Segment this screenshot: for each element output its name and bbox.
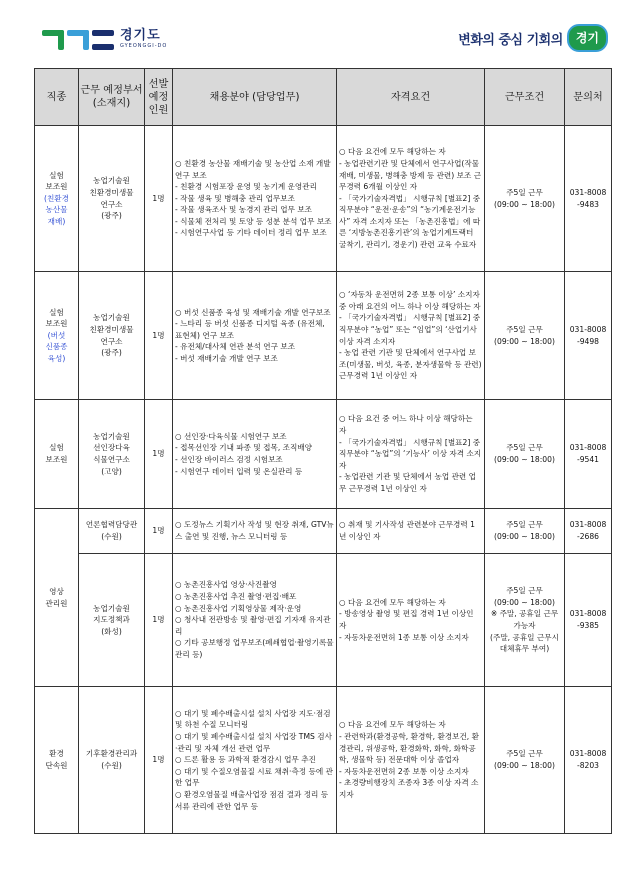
contact-cell — [565, 126, 612, 272]
qualifications-cell-line: - 「국가기술자격법」 시행규칙 [별표2] 중직무분야 “농업”의 ‘기능사’ 이상 자격 소지자 — [339, 437, 482, 470]
qualifications-cell-line: - 농업 관련 기관 및 단체에서 연구사업 보조(미생물, 버섯, 육종, 분자생물학 등 관련) 근무경력 1년 이상인 자 — [339, 348, 482, 381]
conditions-cell-line: 주5일 근무 — [506, 187, 543, 197]
qualifications-cell-line: - 관련학과(환경공학, 환경학, 환경보건, 환경관리, 위생공학, 환경화학, 화학, 화학공학, 생물학 등) 전문대학 이상 졸업자 — [339, 732, 479, 765]
contact-cell-line: 031-8008 — [569, 520, 607, 530]
duties-cell-line: ○ 농촌진흥사업 추진 촬영·편집·배포 — [175, 592, 297, 602]
duties-cell-line: - 친환경 시험포장 운영 및 농기계 운영관리 — [175, 182, 317, 192]
contact-cell — [565, 509, 612, 554]
department-cell — [79, 272, 145, 400]
conditions-cell — [485, 400, 565, 509]
conditions-cell-line: 주5일 근무 — [506, 749, 543, 759]
header-qualifications: 자격요건 — [337, 69, 485, 126]
job-type-cell-line: 관리원 — [45, 598, 68, 608]
contact-cell-line: -8203 — [576, 761, 600, 770]
logo-subtext: GYEONGGI-DO — [120, 43, 168, 49]
qualifications-cell-line: - 자동차운전면허 1종 보통 이상 소지자 — [339, 632, 469, 642]
contact-cell-line: -9385 — [576, 621, 600, 630]
job-note-line: 신품종 — [45, 342, 68, 352]
job-type-cell — [35, 687, 79, 834]
department-cell-line: 지도정책과 — [93, 615, 130, 625]
job-type-cell-line: 보조원 — [45, 319, 68, 329]
department-cell-line: 선인장다육 — [93, 443, 130, 453]
department-cell-line: 농업기술원 — [93, 176, 130, 186]
qualifications-cell-line: - 초경량비행장치 조종자 3종 이상 자격 소지자 — [339, 778, 479, 799]
contact-cell — [565, 554, 612, 687]
conditions-cell-line: (09:00 ~ 18:00) — [494, 336, 555, 346]
header-job-type: 직종 — [35, 69, 79, 126]
qualifications-cell-line: ○ 다음 요건에 모두 해당하는 자 — [339, 720, 446, 730]
conditions-cell-line: 주5일 근무 — [506, 586, 543, 596]
table-row — [35, 400, 612, 509]
duties-cell-line: ○ 선인장·다육식물 시험연구 보조 — [175, 431, 287, 441]
department-cell-line: 연구소 — [100, 336, 123, 346]
conditions-cell-line: ※ 주말, 공휴일 근무 가능자 — [490, 609, 559, 630]
contact-cell-line: 031-8008 — [569, 187, 607, 197]
duties-cell-line: ○ 청사내 전관방송 및 촬영·편집 기자재 유지관리 — [175, 615, 331, 636]
duties-cell-line: - 유전체/대사체 연관 분석 연구 보조 — [175, 342, 296, 352]
table-row — [35, 687, 612, 834]
recruitment-table — [34, 68, 612, 834]
duties-cell-line: ○ 환경오염물질 배출사업장 점검 결과 정리 등 서류 관리에 관한 업무 등 — [175, 789, 329, 811]
duties-cell-line: ○ 농촌진흥사업 영상·사진촬영 — [175, 580, 277, 590]
qualifications-cell — [337, 400, 485, 509]
department-cell-line: 친환경미생물 — [89, 324, 134, 334]
contact-cell-line: -2686 — [576, 532, 600, 541]
department-cell-line: 기후환경관리과 — [85, 749, 138, 759]
job-note-line: (버섯 — [47, 330, 66, 340]
headcount-cell: 1명 — [145, 400, 173, 509]
slogan — [458, 24, 608, 52]
conditions-cell-line: (09:00 ~ 18:00) — [494, 199, 555, 209]
qualifications-cell-line: - 「국가기술자격법」 시행규칙 [별표2] 중직무분야 “운전·운송”의 “농기계운전기능사” 자격 소지자 또는 「농촌진흥법」에 따른 ‘지방농촌진흥기관’의 농업기계트랙터 굴착기, 관리기, 경운기) 관련 교육 수료자 — [339, 193, 481, 250]
job-type-cell — [35, 126, 79, 272]
duties-cell-line: - 접목선인장 기내 파종 및 접목, 조직배양 — [175, 443, 313, 453]
qualifications-cell-line: - 농업관련 기관 및 단체에서 농업 관련 업무 근무경력 1년 이상인 자 — [339, 472, 477, 493]
job-type-cell-line: 실험 — [49, 307, 64, 317]
duties-cell-line: - 작물 생육조사 및 농경지 관리 업무 보조 — [175, 205, 313, 215]
job-note-line: 재배) — [47, 216, 66, 226]
conditions-cell-line: (주말, 공휴일 근무시 대체휴무 부여) — [490, 632, 559, 654]
job-type-cell — [35, 509, 79, 687]
contact-cell-line: -9483 — [576, 199, 600, 209]
duties-cell-line: - 버섯 재배기술 개발 연구 보조 — [175, 353, 278, 363]
department-cell — [79, 687, 145, 834]
headcount-cell: 1명 — [145, 272, 173, 400]
job-type-cell-line: 단속원 — [45, 761, 68, 770]
table-row — [35, 126, 612, 272]
qualifications-cell-line: - 자동차운전면허 2종 보통 이상 소지자 — [339, 766, 469, 776]
job-type-cell-line: 실험 — [49, 170, 64, 180]
job-note-line: (친환경 — [44, 193, 69, 203]
duties-cell-line: ○ 농촌진흥사업 기획영상물 제작·운영 — [175, 603, 302, 613]
gyeonggi-logo-mark-icon — [42, 27, 114, 51]
qualifications-cell-line: ○ 다음 요건에 모두 해당하는 자 — [339, 147, 446, 157]
duties-cell-line: - 느타리 등 버섯 신품종 디지털 육종 (유전체, 표현체) 연구 보조 — [175, 319, 325, 340]
duties-cell — [173, 400, 337, 509]
contact-cell-line: -9541 — [576, 455, 600, 464]
duties-cell-line: - 작물 생육 및 병해충 관리 업무보조 — [175, 193, 295, 203]
job-type-cell-line: 영상 — [49, 586, 64, 596]
duties-cell-line: - 선인장 바이러스 검정 시험보조 — [175, 455, 283, 464]
department-cell — [79, 509, 145, 554]
department-cell-line: 농업기술원 — [93, 431, 130, 441]
table-row — [35, 554, 612, 687]
job-type-cell-line: 보조원 — [45, 455, 68, 464]
conditions-cell-line: 주5일 근무 — [506, 520, 543, 530]
contact-cell — [565, 400, 612, 509]
department-cell-line: 친환경미생물 — [89, 187, 134, 197]
conditions-cell — [485, 272, 565, 400]
job-type-cell — [35, 272, 79, 400]
duties-cell — [173, 272, 337, 400]
duties-cell-line: - 식물체 전처리 및 토양 등 성분 분석 업무 보조 — [175, 216, 332, 226]
conditions-cell-line: (09:00 ~ 18:00) — [494, 532, 555, 541]
table-header-row — [35, 69, 612, 126]
duties-cell-line: ○ 대기 및 폐수배출시설 설치 사업장 TMS 검사·관리 및 자체 개선 관련 업무 — [175, 732, 332, 753]
department-cell-line: 농업기술원 — [93, 313, 130, 323]
duties-cell-line: ○ 대기 및 폐수배출시설 설치 사업장 지도·점검 및 하천 수질 모니터링 — [175, 708, 331, 730]
qualifications-cell-line: ○ ‘자동차 운전면허 2종 보통 이상’ 소지자 중 아래 요건의 어느 하나 이상 해당하는 자 — [339, 290, 481, 311]
contact-cell — [565, 272, 612, 400]
department-cell-line: (고양) — [101, 466, 122, 476]
job-type-cell-line: 보조원 — [45, 182, 68, 192]
department-cell-line: (광주) — [101, 211, 122, 221]
headcount-cell: 1명 — [145, 687, 173, 834]
conditions-cell-line: (09:00 ~ 18:00) — [494, 597, 555, 607]
job-type-cell-line: 환경 — [49, 749, 64, 759]
header-contact: 문의처 — [565, 69, 612, 126]
duties-cell — [173, 126, 337, 272]
department-cell-line: (화성) — [101, 626, 122, 636]
qualifications-cell — [337, 687, 485, 834]
qualifications-cell-line: - 방송영상 촬영 및 편집 경력 1년 이상인 자 — [339, 609, 474, 630]
duties-cell — [173, 687, 337, 834]
conditions-cell — [485, 509, 565, 554]
qualifications-cell-line: - 「국가기술자격법」 시행규칙 [별표2] 중직무분야 “농업” 또는 “임업”의 ‘산업기사 이상 자격 소지자 — [339, 313, 481, 346]
department-cell — [79, 126, 145, 272]
department-cell — [79, 554, 145, 687]
contact-cell-line: -9498 — [576, 336, 600, 346]
duties-cell-line: - 시험연구사업 등 기타 데이터 정리 업무 보조 — [175, 228, 327, 238]
duties-cell-line: ○ 버섯 신품종 육성 및 재배기술 개발 연구보조 — [175, 307, 331, 317]
duties-cell — [173, 509, 337, 554]
logo-text: 경기도 — [120, 28, 161, 43]
table-row — [35, 509, 612, 554]
conditions-cell-line: (09:00 ~ 18:00) — [494, 761, 555, 770]
qualifications-cell — [337, 126, 485, 272]
job-note-line: 농산물 — [45, 205, 68, 215]
qualifications-cell — [337, 554, 485, 687]
duties-cell-line: ○ 친환경 농산물 재배기술 및 농산업 소재 개발 연구 보조 — [175, 158, 331, 180]
qualifications-cell — [337, 509, 485, 554]
conditions-cell-line: 주5일 근무 — [506, 443, 543, 453]
department-cell — [79, 400, 145, 509]
job-note-line: 육성) — [47, 353, 66, 363]
duties-cell-line: ○ 대기 및 수질오염물질 시료 채취·측정 등에 관한 업무 — [175, 766, 333, 788]
conditions-cell-line: 주5일 근무 — [506, 324, 543, 334]
department-cell-line: (수원) — [101, 761, 122, 770]
department-cell-line: (수원) — [101, 532, 122, 541]
conditions-cell-line: (09:00 ~ 18:00) — [494, 455, 555, 464]
headcount-cell: 1명 — [145, 554, 173, 687]
table-row — [35, 272, 612, 400]
slogan-badge: 경기 — [567, 24, 608, 52]
conditions-cell — [485, 126, 565, 272]
gyeonggi-logo — [42, 26, 167, 52]
qualifications-cell-line: ○ 다음 요건에 모두 해당하는 자 — [339, 597, 446, 607]
conditions-cell — [485, 554, 565, 687]
job-type-cell — [35, 400, 79, 509]
slogan-text: 변화의 중심 기회의 — [458, 32, 563, 48]
contact-cell-line: 031-8008 — [569, 443, 607, 453]
page-header — [0, 0, 634, 66]
duties-cell-line: ○ 드론 활용 등 과학적 환경감시 업무 추진 — [175, 755, 316, 765]
header-duties: 채용분야 (담당업무) — [173, 69, 337, 126]
header-headcount: 선발 예정 인원 — [145, 69, 173, 126]
job-type-cell-line: 실험 — [49, 443, 64, 453]
department-cell-line: 식물연구소 — [93, 455, 130, 464]
duties-cell — [173, 554, 337, 687]
header-conditions: 근무조건 — [485, 69, 565, 126]
contact-cell-line: 031-8008 — [569, 324, 607, 334]
duties-cell-line: ○ 도정뉴스 기획기사 작성 및 현장 취재, GTV뉴스 출연 및 진행, 뉴스 모니터링 등 — [175, 520, 334, 541]
qualifications-cell-line: ○ 취재 및 기사작성 관련분야 근무경력 1년 이상인 자 — [339, 520, 475, 541]
duties-cell-line: ○ 기타 공보행정 업무보조(폐쇄협업·촬영기록물 관리 등) — [175, 638, 334, 659]
contact-cell-line: 031-8008 — [569, 749, 607, 759]
headcount-cell: 1명 — [145, 509, 173, 554]
department-cell-line: 농업기술원 — [93, 603, 130, 613]
headcount-cell: 1명 — [145, 126, 173, 272]
department-cell-line: (광주) — [101, 348, 122, 358]
department-cell-line: 연구소 — [100, 199, 123, 209]
duties-cell-line: - 시험연구 데이터 입력 및 온실관리 등 — [175, 466, 303, 476]
qualifications-cell — [337, 272, 485, 400]
qualifications-cell-line: ○ 다음 요건 중 어느 하나 이상 해당하는 자 — [339, 414, 473, 436]
contact-cell — [565, 687, 612, 834]
header-department: 근무 예정부서 (소재지) — [79, 69, 145, 126]
department-cell-line: 언론협력담당관 — [85, 520, 138, 530]
qualifications-cell-line: - 농업관련기관 및 단체에서 연구사업(작물재배, 미생물, 병해충 방제 등 관련) 보조 근무경력 6개월 이상인 자 — [339, 158, 482, 192]
conditions-cell — [485, 687, 565, 834]
contact-cell-line: 031-8008 — [569, 609, 607, 619]
